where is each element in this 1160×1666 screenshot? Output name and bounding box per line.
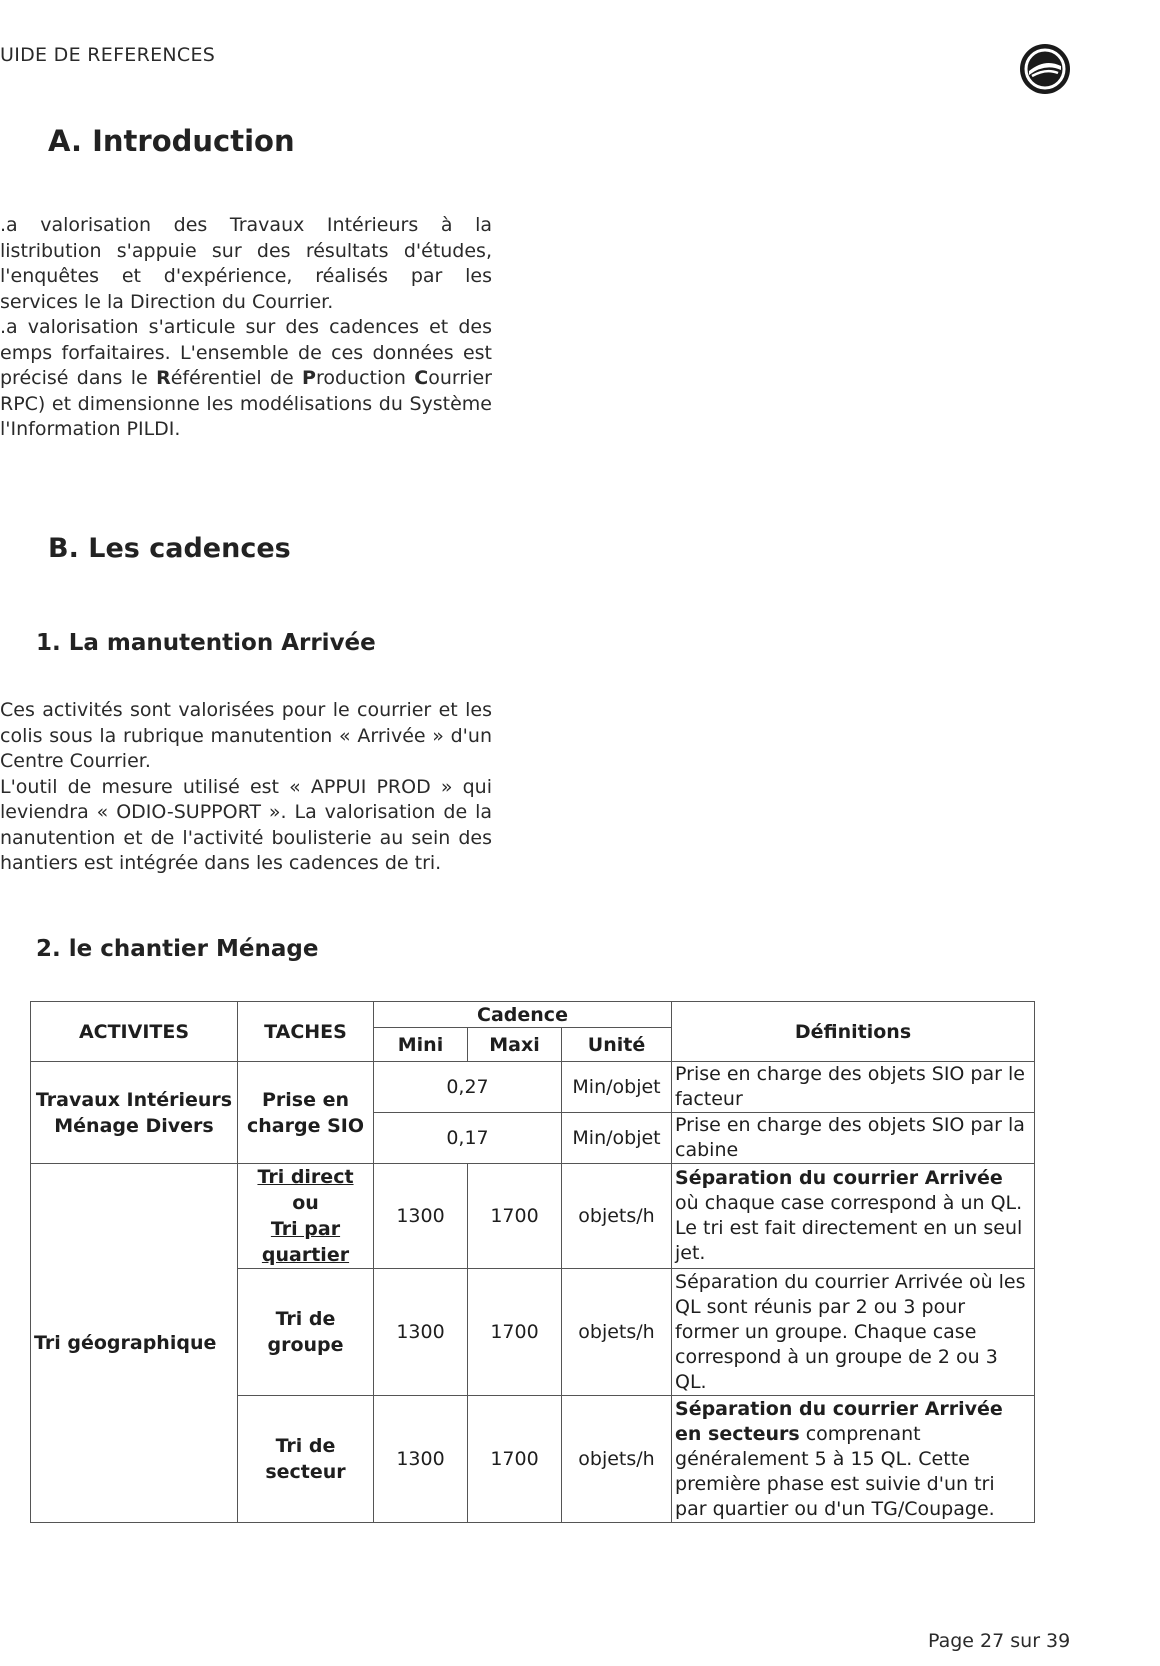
subsection-2-title: 2. le chantier Ménage [36,936,319,962]
section-b-letter: B. [48,533,79,564]
section-b-heading [48,533,291,564]
tache-ou-label: ou [292,1192,319,1214]
cell-tache-tri-de-groupe: Tri de groupe [238,1269,374,1396]
header-unite: Unité [562,1028,672,1062]
cell-unite: objets/h [562,1164,672,1269]
cell-value: 0,17 [374,1113,562,1164]
cell-unite: Min/objet [562,1113,672,1164]
cadence-table [30,1001,1035,1523]
cell-tache-tri-de-secteur: Tri de secteur [238,1396,374,1523]
definition-rest: où chaque case correspond à un QL. Le tri est fait directement en un seul jet. [675,1192,1023,1264]
cell-maxi: 1700 [468,1396,562,1523]
cell-value: 0,27 [374,1062,562,1113]
definition-bold: Séparation du courrier Arrivée [675,1167,1003,1189]
cell-unite: Min/objet [562,1062,672,1113]
tache-tri-direct-label: Tri direct [257,1166,354,1188]
cell-definition: Séparation du courrier Arrivée où les QL sont réunis par 2 ou 3 pour former un groupe. Chaque case correspond à un groupe de 2 ou 3 QL. [672,1269,1035,1396]
cell-definition: Prise en charge des objets SIO par la cabine [672,1113,1035,1164]
cell-mini: 1300 [374,1164,468,1269]
section-a-heading [48,124,295,158]
intro-p2-mid1: éférentiel de [170,367,303,389]
header-taches: TACHES [238,1002,374,1062]
la-poste-logo-icon [1018,42,1072,96]
cell-mini: 1300 [374,1396,468,1523]
intro-p2-mid2: roduction [315,367,415,389]
intro-p2-r: R [156,367,171,389]
header-maxi: Maxi [468,1028,562,1062]
cell-unite: objets/h [562,1269,672,1396]
tache-tri-par-quartier-label: Tri par quartier [261,1218,350,1266]
intro-text [0,213,492,443]
section-a-title: Introduction [92,124,295,158]
cell-maxi: 1700 [468,1269,562,1396]
cell-maxi: 1700 [468,1164,562,1269]
intro-paragraph-2 [0,315,492,443]
manutention-paragraph-2: L'outil de mesure utilisé est « APPUI PROD » qui leviendra « ODIO-SUPPORT ». La valorisation de la nanutention et de l'activité boulisterie au sein des hantiers est intégrée dans les cadences de tri. [0,775,492,874]
intro-p2-start: .a valorisation s'articule sur des cadences et des emps forfaitaires. L'ensemble de ces données est précisé dans le [0,316,492,389]
table-header-row-1 [31,1002,1035,1028]
page-number: Page 27 sur 39 [928,1630,1071,1652]
cell-unite: objets/h [562,1396,672,1523]
table-row [31,1164,1035,1269]
intro-p2-c: C [414,367,429,389]
definition-rest: comprenant généralement 5 à 15 QL. Cette première phase est suivie d'un tri par quartier ou d'un TG/Coupage. [675,1422,995,1520]
cell-definition [672,1164,1035,1269]
manutention-paragraph-1: Ces activités sont valorisées pour le courrier et les colis sous la rubrique manutention « Arrivée » d'un Centre Courrier. [0,699,492,772]
cell-definition: Prise en charge des objets SIO par le facteur [672,1062,1035,1113]
cell-activite-travaux: Travaux Intérieurs Ménage Divers [31,1062,238,1164]
header-title: UIDE DE REFERENCES [0,44,216,66]
subsection-1-title: 1. La manutention Arrivée [36,630,376,656]
intro-p2-p: P [302,367,316,389]
cell-tache-prise-en-charge: Prise en charge SIO [238,1062,374,1164]
header-mini: Mini [374,1028,468,1062]
table-row [31,1062,1035,1113]
cell-mini: 1300 [374,1269,468,1396]
header-definitions: Définitions [672,1002,1035,1062]
header-activites: ACTIVITES [31,1002,238,1062]
intro-p2-end: ourrier RPC) et dimensionne les modélisations du Système l'Information PILDI. [0,367,492,440]
intro-paragraph-1: .a valorisation des Travaux Intérieurs à la listribution s'appuie sur des résultats d'études, l'enquêtes et d'expérience, réalisés par les services le la Direction du Courrier. [0,214,492,313]
section-b-title: Les cadences [88,533,291,564]
cell-activite-tri-geographique: Tri géographique [31,1164,238,1523]
cell-tache-tri-direct [238,1164,374,1269]
header-cadence: Cadence [374,1002,672,1028]
cell-definition [672,1396,1035,1523]
definition-bold: Séparation du courrier Arrivée en secteurs [675,1397,1003,1445]
section-a-letter: A. [48,124,82,158]
manutention-text [0,698,492,877]
